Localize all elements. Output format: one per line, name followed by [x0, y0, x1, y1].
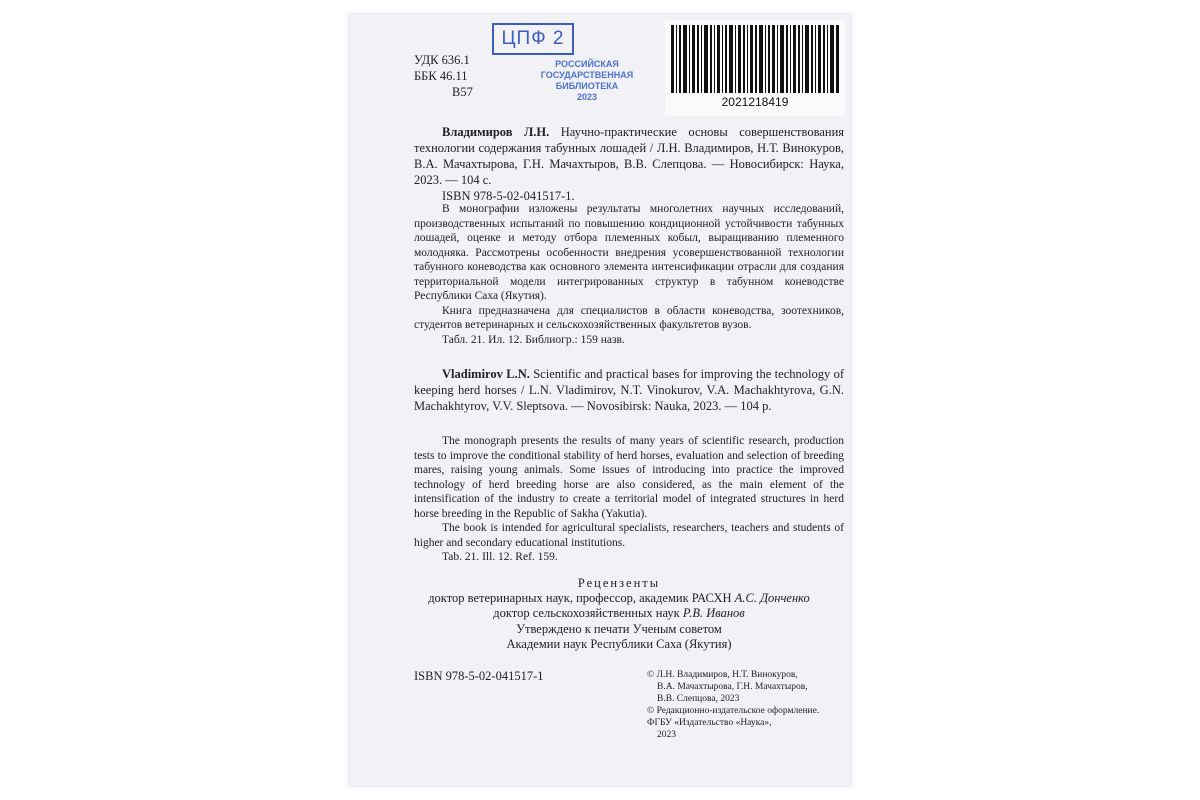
- library-stamp-line: БИБЛИОТЕКА: [555, 81, 619, 91]
- book-page: [349, 14, 851, 786]
- barcode-icon: [671, 25, 839, 93]
- ru-stats: Табл. 21. Ил. 12. Библиогр.: 159 назв.: [442, 333, 625, 346]
- barcode-number: 2021218419: [721, 95, 789, 109]
- en-annotation: [414, 434, 844, 565]
- reviewer-1-title: доктор ветеринарных наук, профессор, академик РАСХН: [428, 591, 732, 605]
- en-abstract: The monograph presents the results of many years of scientific research, production tests to improve the conditional stability of herd horses, evaluation and selection of breeding mares, raising young animals. Some issues of introducing into practice the improved technology of herd breeding horse are also considered, as the main element of the intensification of the industry to create a territorial model of integrated structures in herd horse breeding in the Republic of Sakha (Yakutia).: [414, 435, 844, 520]
- approval-block: [389, 622, 849, 652]
- en-audience: The book is intended for agricultural specialists, researchers, teachers and students of higher and secondary educational institutions.: [414, 522, 844, 549]
- en-stats: Tab. 21. Ill. 12. Ref. 159.: [442, 551, 558, 563]
- library-stamp-line: РОССИЙСКАЯ: [555, 59, 619, 69]
- ru-audience: Книга предназначена для специалистов в области коневодства, зоотехников, студентов ветеринарных и сельскохозяйственных факультетов вузов.: [414, 304, 844, 331]
- ru-annotation: [414, 202, 844, 347]
- copyright-line: В.А. Мачахтырова, Г.Н. Мачахтыров,: [657, 682, 808, 692]
- copyright-line: © Редакционно-издательское оформление. ФГБУ «Издательство «Наука»,: [647, 706, 820, 728]
- copyright-line: © Л.Н. Владимиров, Н.Т. Винокуров,: [647, 670, 798, 680]
- ru-citation: Научно-практические основы совершенствования технологии содержания табунных лошадей / Л.Н. Владимиров, Н.Т. Винокуров, В.А. Мачахтырова, Г.Н. Мачахтыров, В.В. Слепцова. — Новосибирск: Наука, 2023. — 104 с.: [414, 125, 845, 187]
- approval-line-2: Академии наук Республики Саха (Якутия): [506, 637, 732, 651]
- library-stamp-line: ГОСУДАРСТВЕННАЯ: [540, 70, 634, 80]
- en-bibliographic-entry: [414, 366, 844, 414]
- ru-abstract: В монографии изложены результаты многолетних научных исследований, производственных испытаний по повышению кондиционной устойчивости табунных лошадей, оценке и методу отбора племенных кобыл, выращиванию племенного молодняка. Рассмотрены особенности внедрения усовершенствованной технологии табунного коневодства как основного элемента интенсификации отрасли для создания территориальной модели интегрированных структур в табунном коневодстве Республики Саха (Якутия).: [414, 203, 844, 302]
- copyright-block: [647, 669, 843, 741]
- copyright-line: 2023: [657, 730, 676, 740]
- barcode-label: [665, 20, 845, 116]
- en-citation: Scientific and practical bases for improving the technology of keeping herd horses / L.N. Vladimirov, N.T. Vinokurov, V.A. Machakhtyrova, G.N. Machakhtyrov, V.V. Sleptsova. — Novosibirsk: Nauka, 2023. — 104 p.: [414, 367, 844, 413]
- en-author: Vladimirov L.N.: [442, 367, 530, 381]
- reviewer-2-title: доктор сельскохозяйственных наук: [493, 606, 680, 620]
- library-stamp-line: 2023: [576, 92, 598, 102]
- udk-code: УДК 636.1: [414, 53, 470, 67]
- isbn-bottom: ISBN 978-5-02-041517-1: [414, 669, 544, 683]
- ru-author: Владимиров Л.Н.: [442, 125, 550, 139]
- library-stamp: [527, 59, 647, 103]
- copyright-line: В.В. Слепцова, 2023: [657, 694, 740, 704]
- reviewers-heading: Рецензенты: [577, 576, 661, 590]
- bbk-code: ББК 46.11: [414, 69, 468, 83]
- reviewer-1-name: А.С. Донченко: [734, 591, 810, 605]
- ru-isbn: ISBN 978-5-02-041517-1.: [442, 189, 575, 203]
- ru-bibliographic-entry: [414, 124, 844, 204]
- approval-line-1: Утверждено к печати Ученым советом: [516, 622, 722, 636]
- classification-block: [414, 52, 473, 100]
- reviewers-block: [389, 576, 849, 621]
- fund-stamp: ЦПФ 2: [492, 23, 574, 55]
- author-mark: В57: [452, 85, 473, 99]
- reviewer-2-name: Р.В. Иванов: [682, 606, 745, 620]
